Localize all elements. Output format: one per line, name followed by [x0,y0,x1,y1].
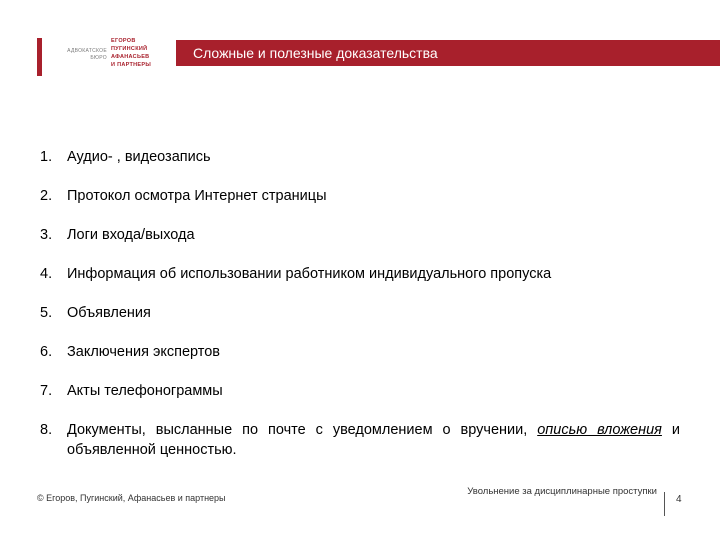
list-item [40,303,680,323]
list-item-number: 5. [40,305,53,321]
list-item [40,342,680,362]
list-item-number: 6. [40,344,53,360]
list-item-number: 8. [40,422,53,438]
list-item [40,264,680,284]
list-item-number: 1. [40,149,53,165]
footer-copyright: © Егоров, Пугинский, Афанасьев и партнеры [37,493,226,503]
list-item-text: Акты телефонограммы [67,383,223,399]
list-item [40,420,680,460]
logo-right-line-1: ЕГОРОВ [111,38,136,44]
list-item [40,225,680,245]
logo-right-line-4: И ПАРТНЕРЫ [111,62,152,68]
logo-right-line-3: АФАНАСЬЕВ [111,54,150,60]
slide-title: Сложные и полезные доказательства [193,45,438,61]
logo-bar [37,38,42,76]
list-item-number: 7. [40,383,53,399]
page-number: 4 [676,494,682,505]
list-item-text: Протокол осмотра Интернет страницы [67,188,327,204]
list-item-number: 4. [40,266,53,282]
logo-left-line-1: АДВОКАТСКОЕ [67,48,107,54]
list-item-text: Аудио- , видеозапись [67,149,211,165]
list-item-text: Информация об использовании работником индивидуального пропуска [67,266,552,282]
list-item-text: Документы, высланные по почте с уведомлением о вручении, [67,422,538,438]
list-item-text: Объявления [67,305,151,321]
logo-left-text [52,48,107,62]
list-item [40,186,680,206]
list-item-text: Логи входа/выхода [67,227,195,243]
logo-right-text [111,37,171,69]
logo-left-line-2: БЮРО [90,55,107,61]
list-item-text: Заключения экспертов [67,344,221,360]
list-item [40,381,680,401]
logo-right-line-2: ПУГИНСКИЙ [111,46,148,52]
title-bar [176,40,720,66]
list-item [40,147,680,167]
footer-topic: Увольнение за дисциплинарные проступки [467,486,657,497]
emphasized-text: описью вложения [537,422,662,438]
footer-divider [664,492,665,516]
evidence-list [40,147,680,479]
list-item-number: 3. [40,227,53,243]
list-item-text-end: и объявленной ценностью. [67,422,680,458]
list-item-number: 2. [40,188,53,204]
